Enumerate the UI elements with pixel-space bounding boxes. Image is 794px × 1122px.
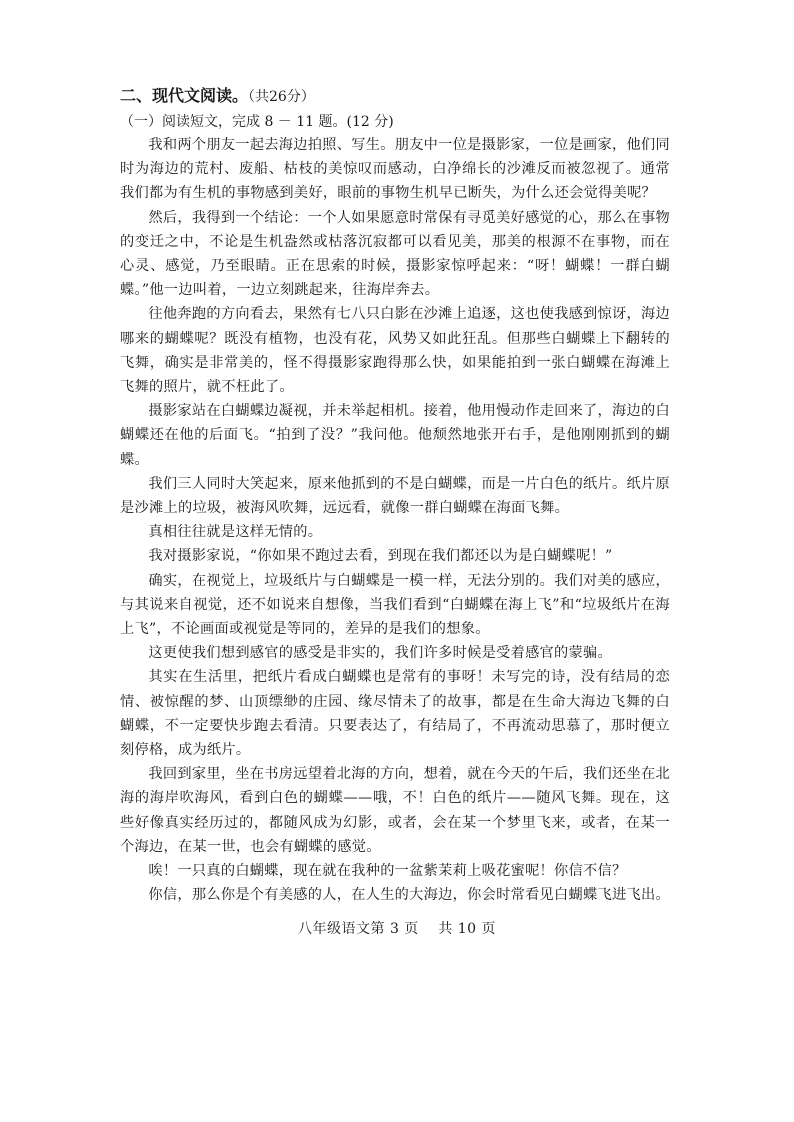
article-body bbox=[120, 133, 670, 908]
paragraph: 你信，那么你是个有美感的人，在人生的大海边，你会时常看见白蝴蝶飞进飞出。 bbox=[148, 887, 670, 904]
paragraph: 我对摄影家说，“你如果不跑过去看，到现在我们都还以为是白蝴蝶呢！” bbox=[148, 548, 613, 565]
paragraph: 确实，在视觉上，垃圾纸片与白蝴蝶是一模一样，无法分别的。我们对美的感应，与其说来自视觉，还不如说来自想像，当我们看到“白蝴蝶在海上飞”和“垃圾纸片在海上飞”，不论画面或视觉是等同的，差异的是我们的想象。 bbox=[120, 572, 670, 638]
reading-instruction: （一）阅读短文，完成 8 － 11 题。(12 分) bbox=[120, 114, 394, 130]
paragraph: 摄影家站在白蝴蝶边凝视，并未举起相机。接着，他用慢动作走回来了，海边的白蝴蝶还在他的后面飞。“拍到了没？”我问他。他颓然地张开右手，是他刚刚抓到的蝴蝶。 bbox=[120, 403, 670, 468]
section-heading bbox=[120, 84, 670, 109]
paragraph: 我和两个朋友一起去海边拍照、写生。朋友中一位是摄影家，一位是画家，他们同时为海边的荒村、废船、枯枝的美惊叹而感动，白净绵长的沙滩反而被忽视了。通常我们都为有生机的事物感到美好，眼前的事物生机早已断失，为什么还会觉得美呢？ bbox=[120, 137, 670, 202]
paragraph: 真相往往就是这样无情的。 bbox=[148, 524, 323, 541]
section-score: （共26分） bbox=[248, 89, 315, 105]
page-footer: 八年级语文第 3 页 共 10 页 bbox=[298, 921, 496, 937]
document-page bbox=[120, 84, 670, 908]
section-title: 二、现代文阅读。 bbox=[120, 86, 249, 105]
paragraph: 往他奔跑的方向看去，果然有七八只白影在沙滩上追逐，这也使我感到惊讶，海边哪来的蝴蝶呢？既没有植物，也没有花，风势又如此狂乱。但那些白蝴蝶上下翻转的飞舞，确实是非常美的，怪不得摄影家跑得那么快，如果能拍到一张白蝴蝶在海滩上飞舞的照片，就不枉此了。 bbox=[120, 306, 670, 396]
paragraph: 这更使我们想到感官的感受是非实的，我们许多时候是受着感官的蒙骗。 bbox=[148, 645, 612, 662]
paragraph: 我回到家里，坐在书房远望着北海的方向，想着，就在今天的午后，我们还坐在北海的海岸吹海风，看到白色的蝴蝶——哦，不！白色的纸片——随风飞舞。现在，这些好像真实经历过的，都随风成为幻影，或者，会在某一个梦里飞来，或者，在某一个海边，在某一世，也会有蝴蝶的感觉。 bbox=[120, 766, 670, 855]
paragraph: 然后，我得到一个结论：一个人如果愿意时常保有寻觅美好感觉的心，那么在事物的变迁之中，不论是生机盎然或枯落沉寂都可以看见美，那美的根源不在事物，而在心灵、感觉，乃至眼睛。正在思索的时候，摄影家惊呼起来：“呀！蝴蝶！一群白蝴蝶。”他一边叫着，一边立刻跳起来，往海岸奔去。 bbox=[120, 209, 670, 299]
paragraph: 唉！一只真的白蝴蝶，现在就在我种的一盆紫茉莉上吸花蜜呢！你信不信？ bbox=[148, 863, 627, 880]
paragraph: 其实在生活里，把纸片看成白蝴蝶也是常有的事呀！未写完的诗，没有结局的恋情、被惊醒的梦、山顶缥缈的庄园、缘尽情未了的故事，都是在生命大海边飞舞的白蝴蝶，不一定要快步跑去看清。只要表达了，有结局了，不再流动思慕了，那时便立刻停格，成为纸片。 bbox=[120, 669, 670, 759]
paragraph: 我们三人同时大笑起来，原来他抓到的不是白蝴蝶，而是一片白色的纸片。纸片原是沙滩上的垃圾，被海风吹舞，远远看，就像一群白蝴蝶在海面飞舞。 bbox=[120, 475, 670, 517]
